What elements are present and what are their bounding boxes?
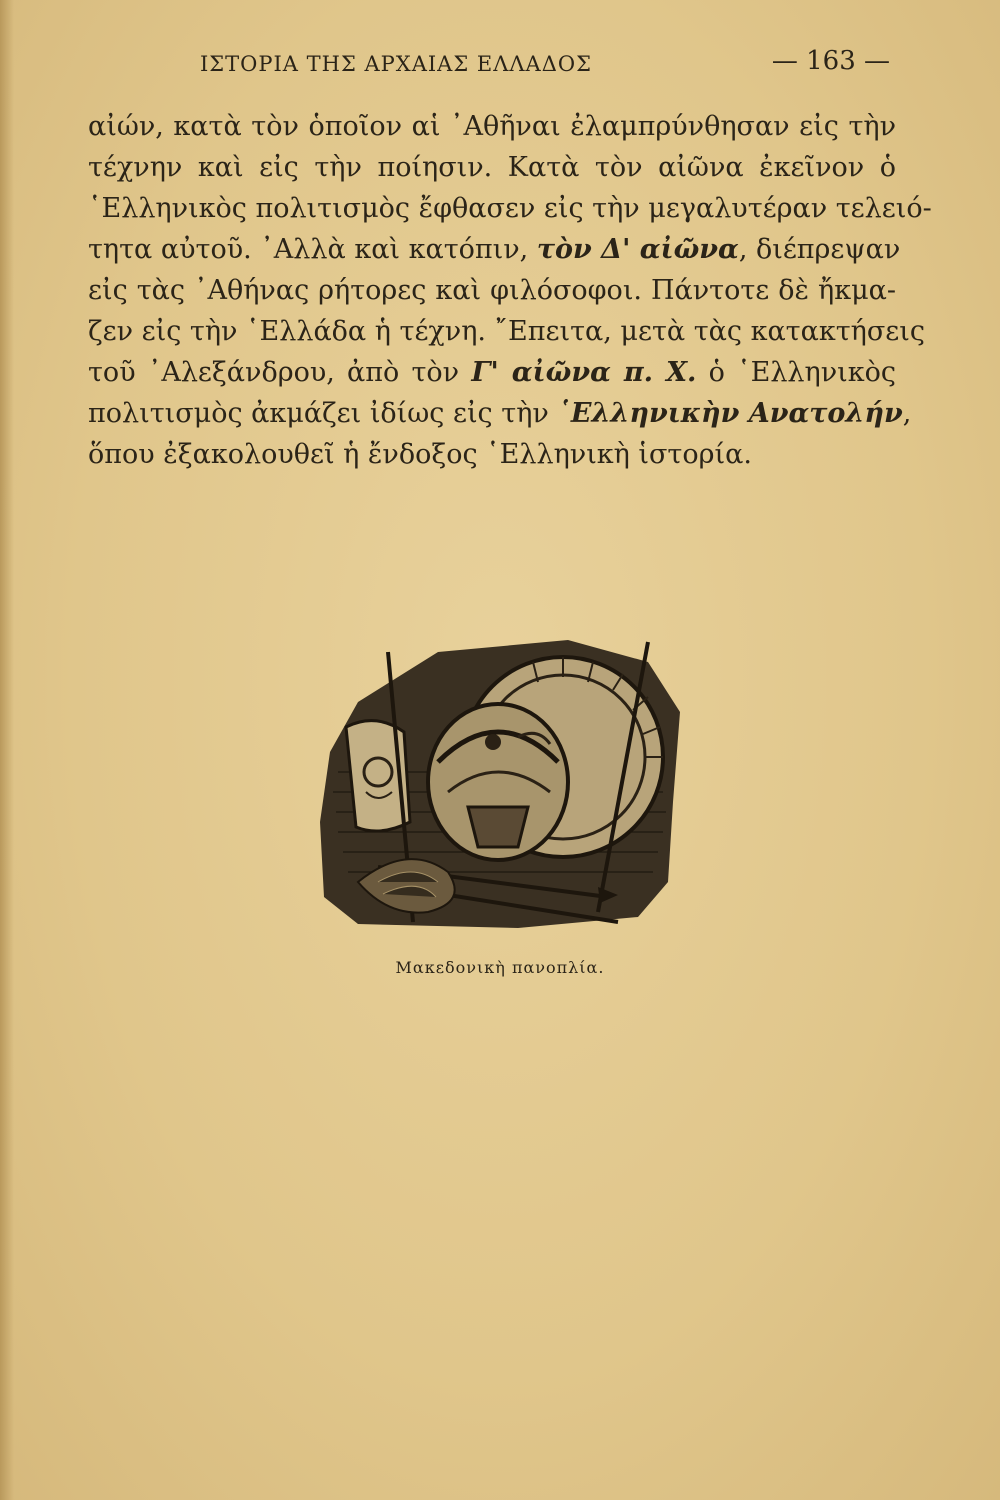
figure-caption: Μακεδονικὴ πανοπλία. bbox=[395, 958, 605, 977]
text-run: ὁ ῾Ελληνικὸς bbox=[696, 357, 896, 388]
text-line bbox=[88, 393, 912, 434]
emphasis-text: τὸν Δ' αἰῶνα bbox=[536, 234, 739, 265]
text-run: τητα αὐτοῦ. ᾿Αλλὰ καὶ κατόπιν, bbox=[88, 234, 537, 265]
engraving-svg bbox=[318, 632, 682, 932]
armor-illustration bbox=[318, 632, 682, 932]
text-run: τοῦ ᾿Αλεξάνδρου, ἀπὸ τὸν bbox=[88, 357, 472, 388]
emphasis-text: ῾Ελληνικὴν Ανατολήν bbox=[557, 398, 903, 429]
text-line: αἰών, κατὰ τὸν ὁποῖον αἱ ᾿Αθῆναι ἐλαμπρύνθησαν εἰς τὴν bbox=[88, 111, 896, 142]
text-line: τέχνην καὶ εἰς τὴν ποίησιν. Κατὰ τὸν αἰῶνα ἐκεῖνον ὁ bbox=[88, 152, 896, 183]
body-paragraph bbox=[88, 106, 932, 475]
running-header bbox=[200, 46, 890, 80]
text-line: εἰς τὰς ᾿Αθήνας ρήτορες καὶ φιλόσοφοι. Πάντοτε δὲ ἤκμα- bbox=[88, 275, 896, 306]
text-line: ῾Ελληνικὸς πολιτισμὸς ἔφθασεν εἰς τὴν μεγαλυτέραν τελειό- bbox=[88, 193, 932, 224]
page-number: — 163 — bbox=[771, 46, 890, 76]
text-line bbox=[88, 229, 901, 270]
text-line: ὅπου ἐξακολουθεῖ ἡ ἔνδοξος ῾Ελληνικὴ ἱστορία. bbox=[88, 439, 752, 470]
text-run: πολιτισμὸς ἀκμάζει ἰδίως εἰς τὴν bbox=[88, 398, 558, 429]
emphasis-text: Γ' αἰῶνα π. Χ. bbox=[471, 357, 697, 388]
text-run: , bbox=[902, 398, 912, 429]
text-run: , διέπρεψαν bbox=[738, 234, 901, 265]
running-title: ΙΣΤΟΡΙΑ ΤΗΣ ΑΡΧΑΙΑΣ ΕΛΛΑΔΟΣ bbox=[200, 52, 592, 76]
text-line bbox=[88, 352, 896, 393]
page-edge-shadow bbox=[0, 0, 14, 1500]
text-line: ζεν εἰς τὴν ῾Ελλάδα ἡ τέχνη. ῎Επειτα, μετὰ τὰς κατακτήσεις bbox=[88, 316, 925, 347]
